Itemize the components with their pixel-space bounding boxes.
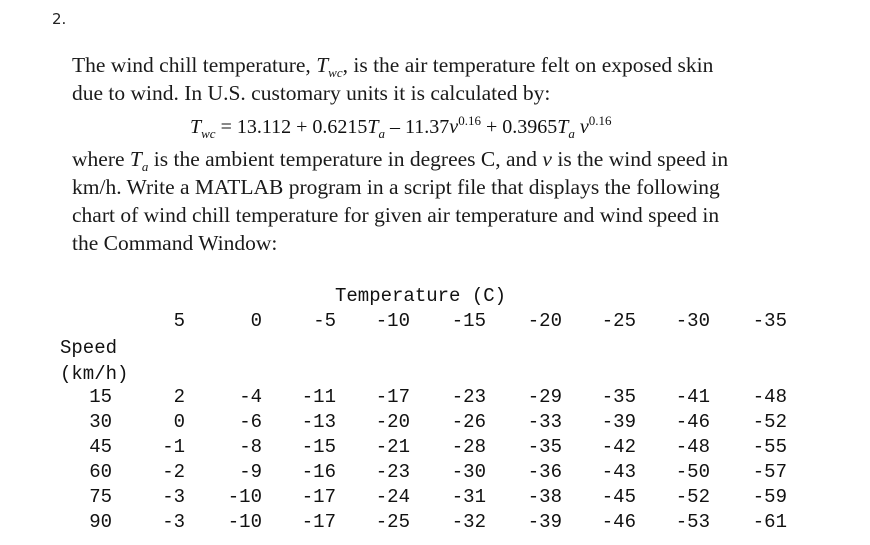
wind-chill-cell: -3 bbox=[162, 511, 185, 533]
wind-chill-cell: -52 bbox=[752, 411, 787, 433]
wind-chill-cell: -17 bbox=[375, 386, 410, 408]
paragraph-line-6: the Command Window: bbox=[72, 231, 278, 255]
wind-chill-cell: -59 bbox=[752, 486, 787, 508]
table-caption: Temperature (C) bbox=[335, 285, 507, 307]
wind-chill-cell: -48 bbox=[752, 386, 787, 408]
temperature-header: -5 bbox=[313, 310, 336, 332]
wind-chill-cell: -10 bbox=[227, 511, 262, 533]
speed-cell: 45 bbox=[89, 436, 112, 458]
wind-chill-cell: -28 bbox=[451, 436, 486, 458]
speed-cell: 75 bbox=[89, 486, 112, 508]
wind-chill-cell: -8 bbox=[239, 436, 262, 458]
paragraph-line-5: chart of wind chill temperature for given air temperature and wind speed in bbox=[72, 203, 720, 227]
wind-chill-cell: -55 bbox=[752, 436, 787, 458]
wind-chill-cell: -21 bbox=[375, 436, 410, 458]
wind-chill-cell: -35 bbox=[601, 386, 636, 408]
wind-chill-cell: -30 bbox=[451, 461, 486, 483]
wind-chill-cell: -17 bbox=[301, 511, 336, 533]
paragraph-line-2: due to wind. In U.S. customary units it is calculated by: bbox=[72, 81, 551, 105]
wind-chill-cell: -16 bbox=[301, 461, 336, 483]
wind-chill-cell: -53 bbox=[675, 511, 710, 533]
temperature-header: -30 bbox=[675, 310, 710, 332]
wind-chill-cell: -48 bbox=[675, 436, 710, 458]
wind-chill-cell: -2 bbox=[162, 461, 185, 483]
wind-chill-cell: -17 bbox=[301, 486, 336, 508]
wind-chill-cell: -6 bbox=[239, 411, 262, 433]
speed-cell: 90 bbox=[89, 511, 112, 533]
wind-chill-cell: -39 bbox=[527, 511, 562, 533]
wind-chill-cell: -46 bbox=[601, 511, 636, 533]
paragraph-line-3: where $T_a$ is the ambient temperature in degrees C, and v is the wind speed in bbox=[72, 147, 729, 174]
wind-chill-cell: -25 bbox=[375, 511, 410, 533]
temperature-header: 5 bbox=[173, 310, 185, 332]
wind-chill-cell: -42 bbox=[601, 436, 636, 458]
wind-chill-cell: -24 bbox=[375, 486, 410, 508]
temperature-header: -10 bbox=[375, 310, 410, 332]
wind-chill-cell: -13 bbox=[301, 411, 336, 433]
paragraph-line-1: The wind chill temperature, $T_{wc}$, is the air temperature felt on exposed skin bbox=[72, 53, 714, 80]
wind-chill-cell: 2 bbox=[173, 386, 185, 408]
wind-chill-cell: -1 bbox=[162, 436, 185, 458]
wind-chill-cell: -3 bbox=[162, 486, 185, 508]
wind-chill-cell: -61 bbox=[752, 511, 787, 533]
wind-chill-cell: -38 bbox=[527, 486, 562, 508]
wind-chill-cell: -36 bbox=[527, 461, 562, 483]
wind-chill-cell: -41 bbox=[675, 386, 710, 408]
wind-chill-cell: -50 bbox=[675, 461, 710, 483]
wind-chill-cell: -20 bbox=[375, 411, 410, 433]
unit-label: (km/h) bbox=[60, 363, 129, 385]
wind-chill-cell: -9 bbox=[239, 461, 262, 483]
wind-chill-cell: -52 bbox=[675, 486, 710, 508]
speed-label: Speed bbox=[60, 337, 118, 359]
wind-chill-cell: -11 bbox=[301, 386, 336, 408]
wind-chill-cell: -43 bbox=[601, 461, 636, 483]
temperature-header: -20 bbox=[527, 310, 562, 332]
temperature-header: -25 bbox=[601, 310, 636, 332]
temperature-header: -35 bbox=[752, 310, 787, 332]
wind-chill-cell: -15 bbox=[301, 436, 336, 458]
question-number: 2. bbox=[52, 10, 67, 28]
wind-chill-cell: -23 bbox=[375, 461, 410, 483]
speed-cell: 15 bbox=[89, 386, 112, 408]
wind-chill-cell: -26 bbox=[451, 411, 486, 433]
wind-chill-cell: -45 bbox=[601, 486, 636, 508]
speed-cell: 30 bbox=[89, 411, 112, 433]
wind-chill-cell: -4 bbox=[239, 386, 262, 408]
wind-chill-cell: -10 bbox=[227, 486, 262, 508]
wind-chill-equation: $T_{wc} = 13.112 + 0.6215T_a - 11.37v^{0.16} + 0.3965T_a$ $v^{0.16}$ bbox=[190, 113, 612, 141]
wind-chill-cell: -33 bbox=[527, 411, 562, 433]
temperature-header: 0 bbox=[250, 310, 262, 332]
wind-chill-cell: -57 bbox=[752, 461, 787, 483]
paragraph-line-4: km/h. Write a MATLAB program in a script file that displays the following bbox=[72, 175, 720, 199]
speed-cell: 60 bbox=[89, 461, 112, 483]
wind-chill-cell: -46 bbox=[675, 411, 710, 433]
wind-chill-cell: -35 bbox=[527, 436, 562, 458]
wind-chill-cell: -32 bbox=[451, 511, 486, 533]
temperature-header: -15 bbox=[451, 310, 486, 332]
wind-chill-cell: -31 bbox=[451, 486, 486, 508]
wind-chill-cell: -29 bbox=[527, 386, 562, 408]
wind-chill-cell: -39 bbox=[601, 411, 636, 433]
wind-chill-cell: -23 bbox=[451, 386, 486, 408]
wind-chill-cell: 0 bbox=[173, 411, 185, 433]
